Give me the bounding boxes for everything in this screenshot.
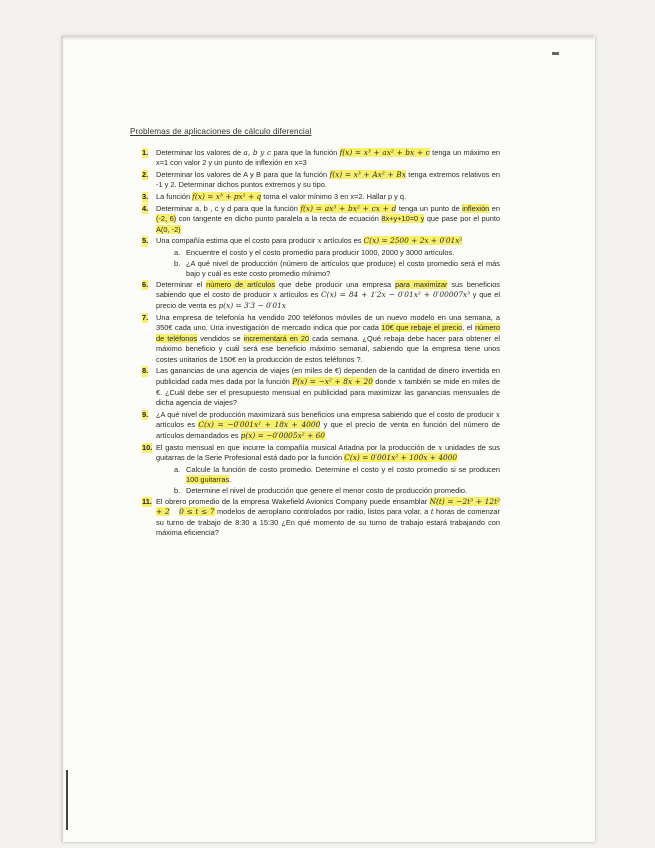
problem-text: con tangente en dicho punto paralela a la recta de ecuación [176, 214, 382, 224]
problem-8 [130, 366, 500, 408]
problem-text: x [398, 377, 403, 387]
problem-text: unidades de sus guitarras de la Serie Profesional está dado por la función [156, 442, 500, 463]
document-body [130, 127, 500, 540]
formula: p(x) = 3′3 − 0′01x [218, 300, 286, 310]
part-text: Encuentre el costo y el costo promedio para producir 1000, 2000 y 3000 artículos. [186, 247, 455, 257]
problem-5-part-b [130, 259, 500, 280]
problem-number: 3. [142, 191, 149, 201]
part-label: b. [174, 258, 181, 268]
highlight: número de teléfonos [156, 323, 500, 343]
formula: C(x) = 84 + 1′2x − 0′01x² + 0′00007x³ [321, 290, 471, 300]
problem-text: a, b y c [243, 147, 272, 157]
problem-text: La función [156, 191, 193, 201]
problem-number: 1. [142, 147, 149, 157]
part-label: b. [174, 486, 181, 495]
formula: p(x) = −0′0005x² + 60 [240, 431, 326, 441]
page-top-edge [62, 36, 594, 40]
problem-text: Las ganancias de una agencia de viajes (en miles de €) dependen de la cantidad de dinero invertida en publicidad cada mes dada por la función [156, 366, 500, 387]
problem-text: t [430, 507, 434, 517]
problem-text: donde [372, 377, 399, 387]
problem-text: artículos es [156, 420, 199, 430]
problem-text: El obrero promedio de la empresa Wakefield Avionics Company puede ensamblar [156, 496, 430, 506]
formula: C(x) = 0′001x² + 100x + 4000 [344, 453, 458, 463]
formula: C(x) = −0′001x² + 18x + 4000 [198, 420, 321, 430]
highlight: 100 guitarras [186, 475, 230, 485]
problem-number: 11. [142, 496, 152, 506]
problem-text: x [272, 290, 278, 300]
highlight: A(0, -2) [156, 224, 181, 234]
highlight: número de artículos [206, 279, 276, 289]
problem-text: Una empresa de telefonía ha vendido 200 teléfonos móviles de un nuevo modelo en una semana, a 350€ cada uno. Una investigación de mercado indica que por cada [156, 312, 500, 333]
highlight: 10€ que rebaje el precio [381, 323, 463, 333]
problem-text: modelos de aeroplano controlados por radio, listos para volar, a [214, 507, 431, 517]
formula: f(x) = x³ + ax² + bx + c [339, 147, 430, 157]
part-text: Calcule la función de costo promedio. Determine el costo y el costo promedio si se producen [186, 464, 500, 474]
problem-7 [130, 313, 500, 366]
formula: P(x) = −x² + 8x + 20 [292, 377, 373, 387]
formula: N(t) = −2t³ + 12t² + 2 [156, 496, 500, 517]
problem-text: horas de comenzar su turno de trabajo de 8:30 a 15:30 ¿En qué momento de su turno de trabajo estará trabajando con máxima eficiencia? [156, 507, 500, 538]
problem-4 [130, 204, 500, 236]
problem-text: en [489, 203, 500, 213]
problem-text: Determinar a, b , c y d para que la función [156, 203, 301, 213]
problem-6 [130, 280, 500, 312]
problem-text: que debe producir una empresa [275, 279, 396, 289]
problem-3 [130, 192, 500, 203]
highlight: incrementará en 20 [243, 333, 310, 343]
problem-text: y que el precio de venta es [156, 290, 500, 310]
problem-number: 2. [142, 169, 149, 179]
problem-text: x [317, 236, 322, 246]
problem-text: Determinar los valores de A y B para que la función [156, 169, 330, 179]
problem-text: Una compañía estima que el costo para producir [156, 236, 318, 246]
problem-10 [130, 443, 500, 464]
problem-number: 10. [142, 442, 153, 452]
highlight: inflexión [462, 203, 490, 213]
problem-text: tenga un máximo en x=1 con valor 2 y un punto de inflexión en x=3 [156, 147, 500, 168]
staple-mark [552, 52, 559, 55]
problem-5-part-a [130, 248, 500, 259]
problem-number: 4. [142, 203, 149, 213]
problem-10-part-b [130, 486, 500, 497]
problem-text: artículos es [277, 290, 322, 300]
problem-text: vendidos se [197, 333, 244, 343]
problem-2 [130, 170, 500, 191]
formula: f(x) = x³ + px² + q [192, 191, 262, 201]
problem-text: ¿A qué nivel de producción maximizará sus beneficios una empresa sabiendo que el costo de producir [156, 409, 496, 419]
problem-text: , el [462, 323, 475, 333]
part-label: a. [174, 247, 181, 257]
problem-number: 8. [142, 366, 149, 376]
problem-11 [130, 497, 500, 539]
highlight: 8x+y+10=0 y [381, 214, 425, 224]
problem-text: cada semana. ¿Qué rebaja debe hacer para obtener el máximo beneficio y cuál será ese beneficio máximo semanal, sabiendo que la empresa tiene unos costes unitarios de 150€ en la producción de estos teléfonos ?. [156, 333, 500, 364]
problem-5 [130, 236, 500, 247]
problem-number: 9. [142, 409, 149, 419]
document-title: Problemas de aplicaciones de cálculo diferencial [130, 127, 312, 136]
problem-text: también se mide en miles de €. ¿Cuál debe ser el presupuesto mensual en publicidad para maximizar las ganancias mensuales de dicha agencia de viajes? [156, 377, 500, 408]
problem-text: Determinar el [156, 279, 207, 289]
problem-text: que pase por el punto [424, 214, 501, 224]
highlight: para maximizar [395, 279, 448, 289]
highlight: (-2, 6) [156, 214, 177, 224]
problem-text: El gasto mensual en que incurre la compañía musical Ariadna por la producción de [156, 442, 439, 452]
problem-text: para que la función [271, 147, 340, 157]
problem-text: sus beneficios sabiendo que el costo de producir [156, 279, 500, 300]
problem-text: x [438, 442, 443, 452]
formula: f(x) = x³ + Ax² + Bx [329, 169, 406, 179]
part-text: Determine el nivel de producción que genere el menor costo de producción promedio. [186, 486, 468, 495]
formula: 0 ≤ t ≤ 7 [179, 507, 215, 517]
problem-9 [130, 410, 500, 442]
problem-number: 5. [142, 236, 149, 246]
formula: C(x) = 2500 + 2x + 0′01x² [363, 236, 463, 246]
part-text: . [229, 475, 232, 485]
part-text: ¿A qué nivel de producción (número de artículos que produce) el costo promedio será el más bajo y cuál es este costo promedio mínimo? [186, 258, 500, 279]
problem-text: tenga un punto de [396, 203, 463, 213]
problem-text: artículos es [321, 236, 364, 246]
problem-text: tenga extremos relativos en -1 y 2. Determinar dichos puntos extremos y su tipo. [156, 169, 501, 190]
problem-1 [130, 148, 500, 169]
problem-text: y que el precio de venta en función del número de artículos demandados es [156, 420, 500, 441]
problem-text: toma el valor mínimo 3 en x=2. Hallar p y q. [261, 191, 407, 201]
problem-10-part-a [130, 465, 500, 486]
problem-number: 7. [142, 312, 149, 322]
problem-text: Determinar los valores de [156, 147, 244, 157]
scan-edge-mark [66, 770, 68, 830]
problem-number: 6. [142, 279, 149, 289]
formula: f(x) = ax³ + bx² + cx + d [300, 203, 397, 213]
part-label: a. [174, 464, 181, 474]
problem-text: x [495, 409, 500, 419]
